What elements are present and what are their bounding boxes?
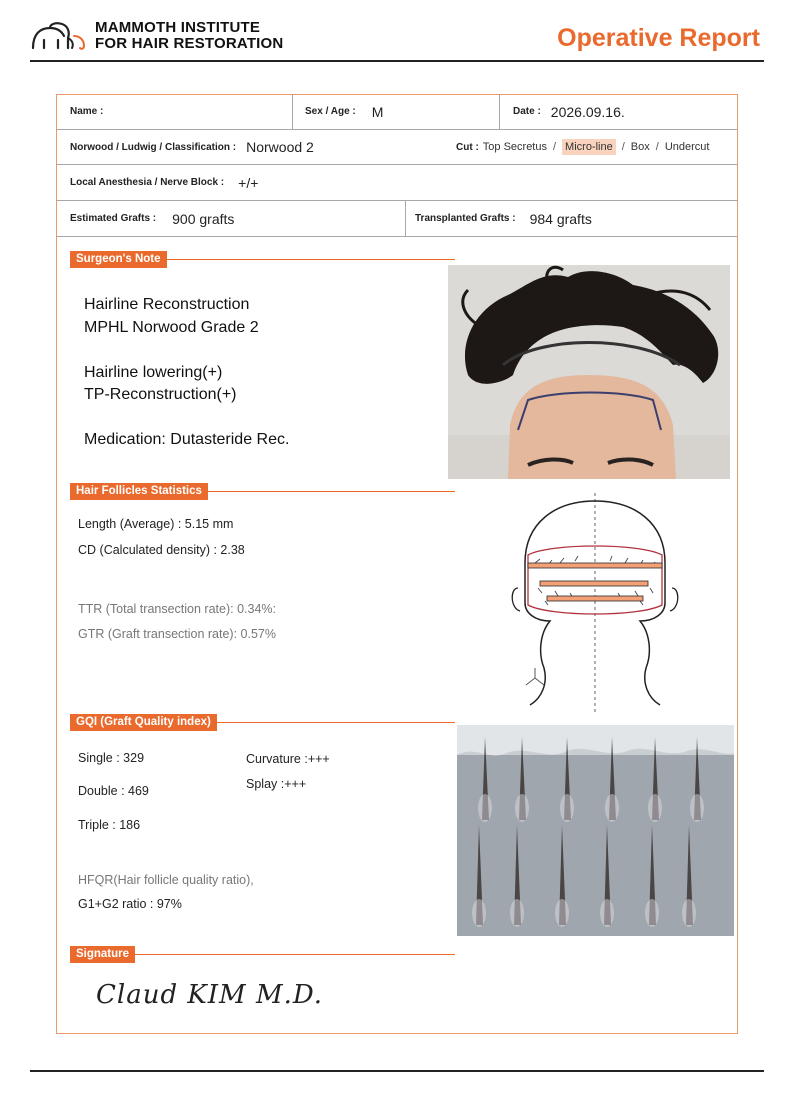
anesthesia-label: Local Anesthesia / Nerve Block : <box>70 177 225 188</box>
note-line: Medication: Dutasteride Rec. <box>84 431 290 448</box>
stat-gtr: GTR (Graft transection rate): 0.57% <box>78 627 276 641</box>
cut-option-box[interactable]: Box <box>630 141 650 153</box>
cut-option-top-secretus[interactable]: Top Secretus <box>482 141 547 153</box>
header-divider <box>30 60 764 62</box>
gqi-title: GQI (Graft Quality index) <box>70 714 217 731</box>
brand-line-2: FOR HAIR RESTORATION <box>95 35 284 52</box>
info-row-3 <box>56 165 738 201</box>
gqi-double: Double : 469 <box>78 784 149 798</box>
cut-option-undercut[interactable]: Undercut <box>664 141 710 153</box>
sex-age-value[interactable]: M <box>371 103 384 120</box>
cut-separator: / <box>621 141 625 153</box>
note-line: TP-Reconstruction(+) <box>84 386 237 403</box>
sex-age-label: Sex / Age : <box>305 106 356 117</box>
note-line <box>84 339 289 362</box>
classification-cell <box>70 130 314 164</box>
cell-divider <box>405 201 406 236</box>
cut-option-micro-line[interactable]: Micro-line <box>562 139 616 155</box>
gqi-triple: Triple : 186 <box>78 818 141 832</box>
info-row-1 <box>56 94 738 130</box>
note-line: MPHL Norwood Grade 2 <box>84 318 259 336</box>
donor-area-diagram <box>500 493 700 713</box>
gqi-hfqr-line-1: HFQR(Hair follicle quality ratio), <box>78 873 254 887</box>
signature-title: Signature <box>70 946 135 963</box>
date-value[interactable]: 2026.09.16. <box>550 103 625 120</box>
cut-cell <box>456 130 709 164</box>
gqi-single: Single : 329 <box>78 751 145 765</box>
info-row-2 <box>56 130 738 165</box>
info-row-4 <box>56 201 738 237</box>
classification-value[interactable]: Norwood 2 <box>246 139 314 155</box>
sex-age-cell <box>305 94 383 129</box>
cut-options <box>483 139 710 155</box>
transplanted-grafts-cell <box>415 201 592 236</box>
gqi-hfqr-line-2: G1+G2 ratio : 97% <box>78 897 182 911</box>
cut-label: Cut : <box>456 141 479 153</box>
cut-separator: / <box>655 141 659 153</box>
gqi-splay: Splay :+++ <box>246 777 307 791</box>
estimated-grafts-cell <box>70 201 234 236</box>
note-line: Hairline Reconstruction <box>84 296 250 313</box>
brand-line-1: MAMMOTH INSTITUTE <box>95 19 261 36</box>
cut-separator: / <box>552 141 557 153</box>
date-label: Date : <box>513 106 541 117</box>
stat-length: Length (Average) : 5.15 mm <box>78 517 234 531</box>
estimated-grafts-label: Estimated Grafts : <box>70 213 157 224</box>
classification-label: Norwood / Ludwig / Classification : <box>70 141 237 153</box>
date-cell <box>513 94 625 129</box>
brand-name <box>95 20 283 52</box>
report-title: Operative Report <box>557 24 760 52</box>
hairline-photo <box>448 265 730 479</box>
follicle-stats-title: Hair Follicles Statistics <box>70 483 208 500</box>
note-line: Hairline lowering(+) <box>84 363 223 381</box>
note-line <box>84 407 289 430</box>
anesthesia-value[interactable]: +/+ <box>238 174 259 191</box>
graft-follicles-photo <box>457 725 734 936</box>
surgeons-note-text <box>84 294 289 452</box>
mammoth-logo-icon <box>30 20 90 52</box>
name-cell <box>70 94 113 129</box>
stat-cd: CD (Calculated density) : 2.38 <box>78 543 245 557</box>
transplanted-grafts-value[interactable]: 984 grafts <box>529 210 592 227</box>
transplanted-grafts-label: Transplanted Grafts : <box>415 213 516 224</box>
signature-name: Claud KIM M.D. <box>96 980 324 1010</box>
name-label: Name : <box>70 106 104 117</box>
anesthesia-cell <box>70 165 258 200</box>
footer-divider <box>30 1070 764 1072</box>
cell-divider <box>499 94 500 129</box>
stat-ttr: TTR (Total transection rate): 0.34%: <box>78 602 276 616</box>
cell-divider <box>292 94 293 129</box>
surgeons-note-title: Surgeon's Note <box>70 251 167 268</box>
gqi-curvature: Curvature :+++ <box>246 752 330 766</box>
estimated-grafts-value[interactable]: 900 grafts <box>172 210 235 227</box>
